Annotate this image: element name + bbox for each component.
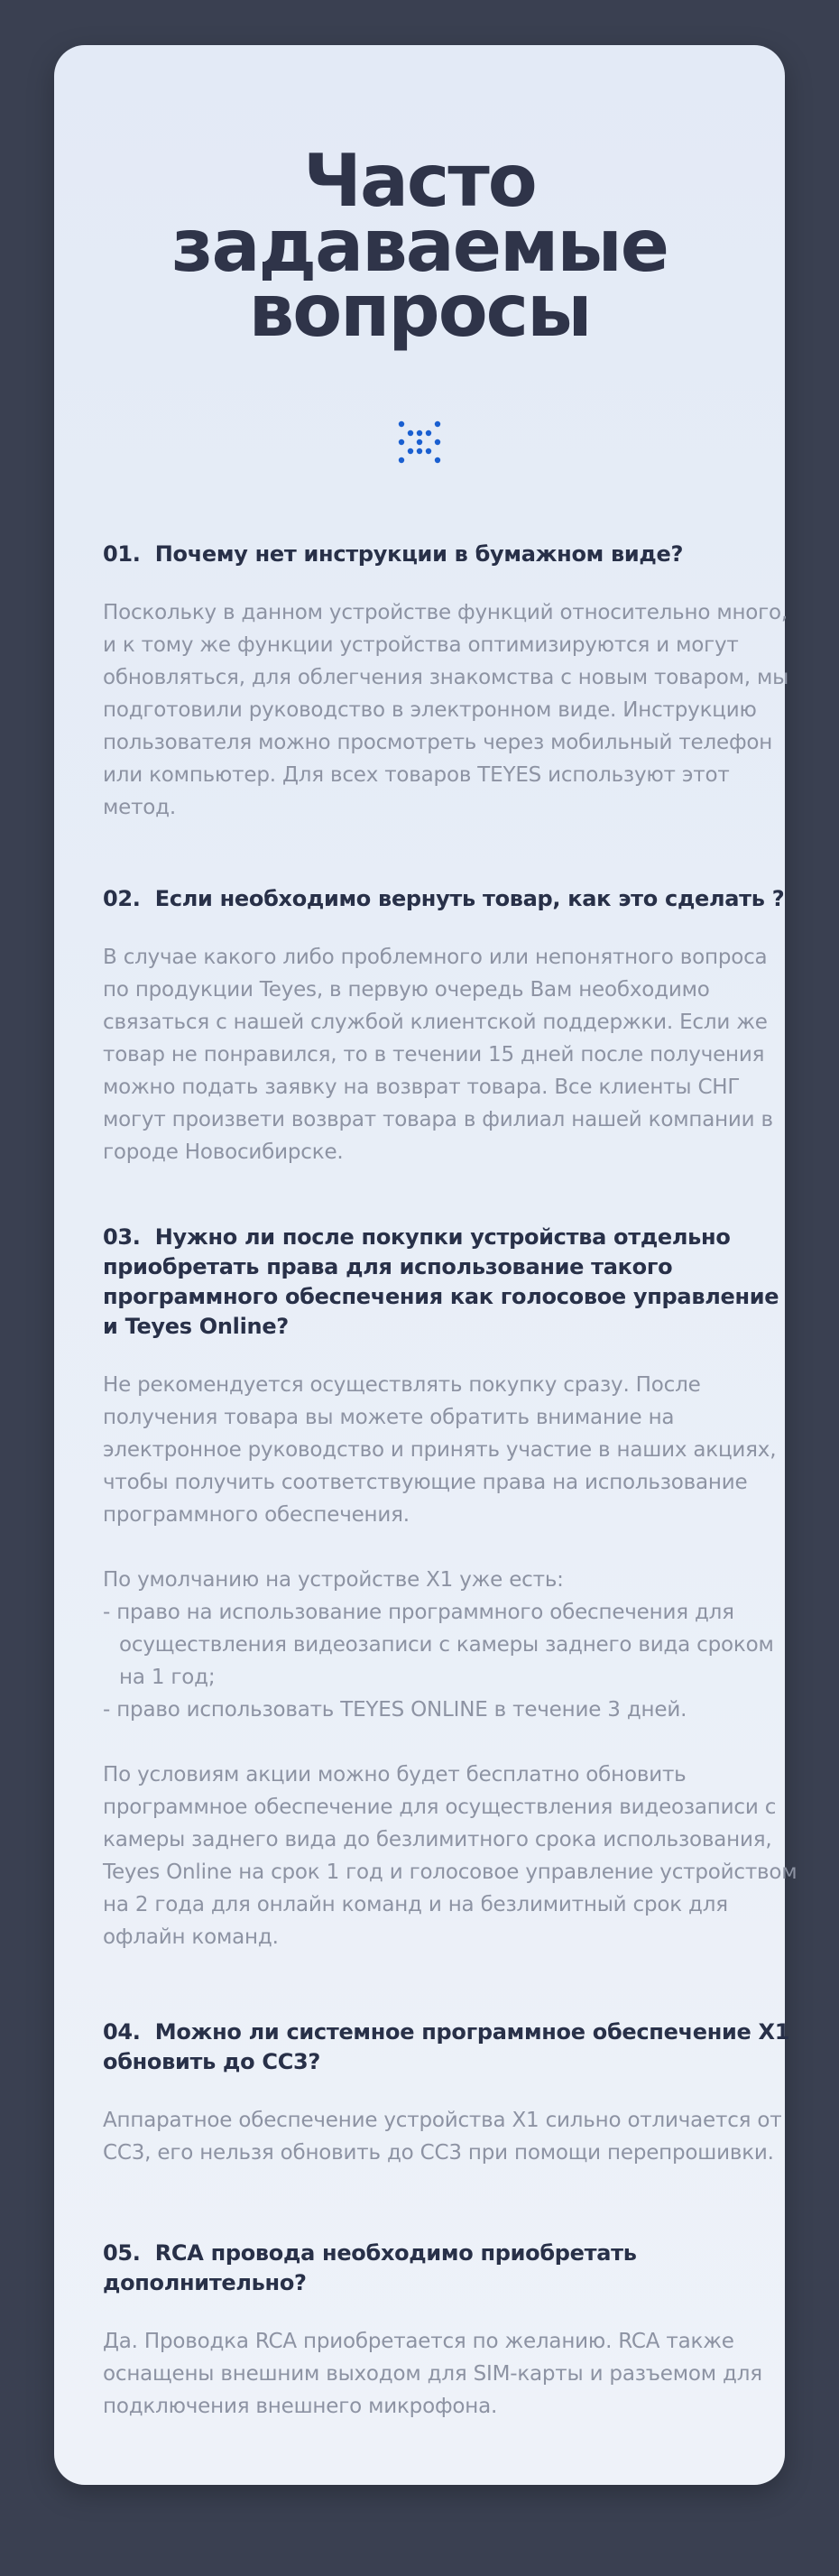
faq-answer: Да. Проводка RCA приобретается по желанию. RCA также оснащены внешним выходом для SIM-карты и разъемом для подключения внешнего микрофона. (103, 2330, 762, 2418)
faq-list (103, 1596, 798, 1726)
faq-item-02 (103, 884, 798, 1168)
faq-item-04 (103, 2017, 798, 2169)
faq-answer: Аппаратное обеспечение устройства X1 сильно отличается от CC3, его нельзя обновить до CC3 при помощи перепрошивки. (103, 2109, 782, 2165)
faq-answer: Поскольку в данном устройстве функций относительно много, и к тому же функции устройства оптимизируются и могут обновляться, для облегчения знакомства с новым товаром, мы подготовили руководство в электронном виде. Инструкцию пользователя можно просмотреть через мобильный телефон или компьютер. Для всех товаров TEYES используют этот метод. (103, 601, 789, 819)
faq-answer-outro: По условиям акции можно будет бесплатно обновить программное обеспечение для осуществления видеозаписи с камеры заднего вида до безлимитного срока использования, Teyes Online на срок 1 год и голосовое управление устройством на 2 года для онлайн команд и на безлимитный срок для офлайн команд. (103, 1763, 798, 1949)
title-line: Часто (303, 139, 536, 223)
faq-card (54, 45, 798, 2485)
faq-item-01 (103, 540, 798, 824)
faq-answer: Не рекомендуется осуществлять покупку сразу. После получения товара вы можете обратить внимание на электронное руководство и принять участие в наших акциях, чтобы получить соответствующие права на использование программного обеспечения. (103, 1373, 777, 1527)
faq-question: 05. RCA провода необходимо приобретать дополнительно? (103, 2240, 637, 2295)
faq-item-05 (103, 2239, 798, 2423)
list-item: - право на использование программного обеспечения для осуществления видеозаписи с камеры заднего вида сроком на 1 год; (103, 1601, 774, 1689)
faq-question: 02. Если необходимо вернуть товар, как это сделать ? (103, 886, 785, 911)
title-line: вопросы (248, 269, 591, 353)
faq-answer: В случае какого либо проблемного или непонятного вопроса по продукции Teyes, в первую очередь Вам необходимо связаться с нашей службой клиентской поддержки. Если же товар не понравился, то в течении 15 дней после получения можно подать заявку на возврат товара. Все клиенты СНГ могут произвети возврат товара в филиал нашей компании в городе Новосибирске. (103, 946, 773, 1164)
faq-list-intro: По умолчанию на устройстве X1 уже есть: (103, 1568, 564, 1592)
list-item: - право использовать TEYES ONLINE в течение 3 дней. (103, 1698, 687, 1722)
dots-x-logo-icon (398, 420, 441, 464)
faq-item-03 (103, 1223, 798, 1953)
title-line: задаваемые (171, 204, 668, 288)
faq-question: 03. Нужно ли после покупки устройства отдельно приобретать права для использование такого программного обеспечения как голосовое управление и Teyes Online? (103, 1224, 779, 1339)
page-title (54, 139, 785, 353)
faq-question: 04. Можно ли системное программное обеспечение X1 обновить до CC3? (103, 2019, 790, 2074)
faq-question: 01. Почему нет инструкции в бумажном виде? (103, 541, 684, 567)
